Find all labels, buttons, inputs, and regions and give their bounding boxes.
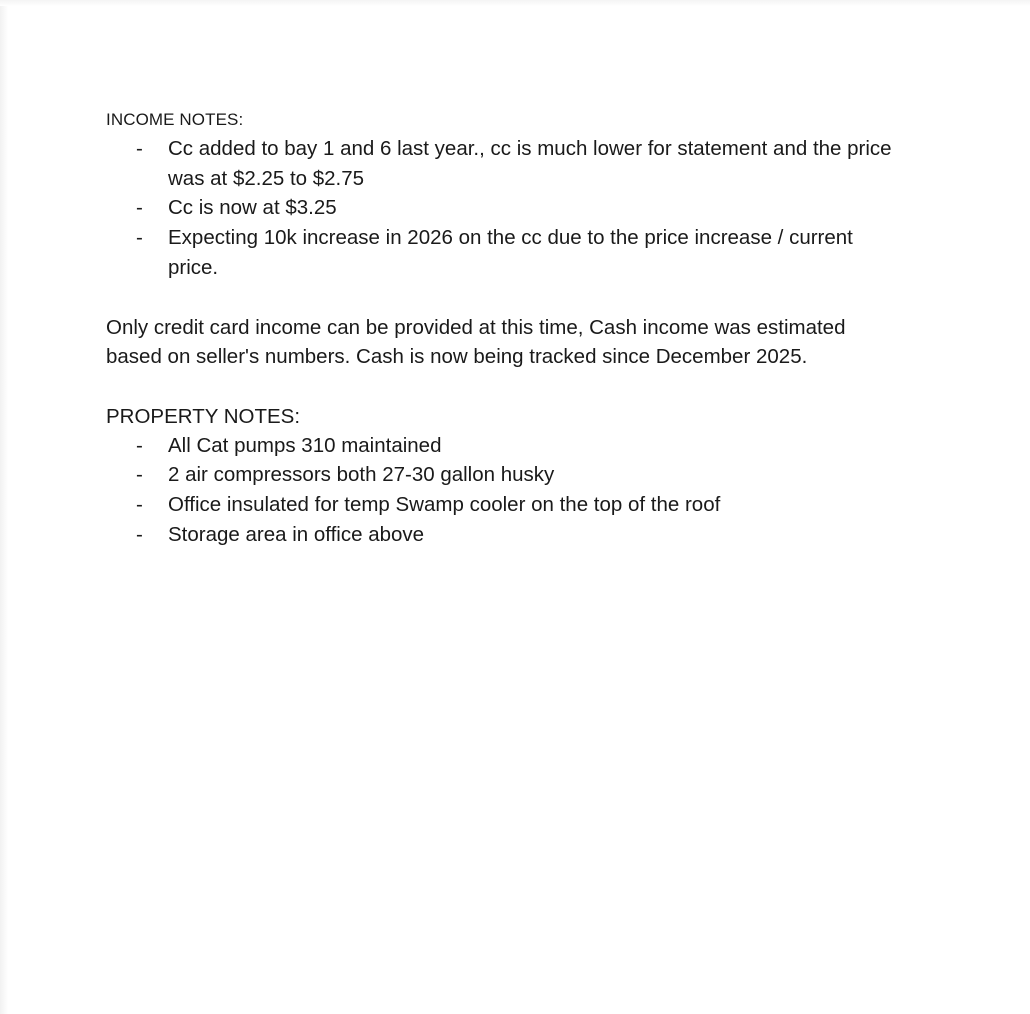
list-item	[106, 134, 906, 193]
dash-bullet: -	[136, 492, 143, 516]
dash-bullet: -	[136, 137, 143, 160]
dash-bullet: -	[136, 522, 143, 546]
income-paragraph: Only credit card income can be provided at this time, Cash income was estimated based on seller's numbers. Cash is now being tracked since December 2025.	[106, 315, 846, 369]
page-edge	[0, 0, 8, 1014]
property-notes-list	[106, 431, 906, 550]
list-item	[106, 223, 906, 282]
list-item	[106, 431, 906, 461]
list-item-text: Office insulated for temp Swamp cooler on the top of the roof	[168, 492, 721, 516]
list-item	[106, 520, 906, 550]
list-item-text: Storage area in office above	[168, 522, 425, 546]
list-item	[106, 193, 906, 223]
dash-bullet: -	[136, 196, 143, 220]
page-top-edge	[0, 0, 1030, 6]
list-item-text: Cc added to bay 1 and 6 last year., cc is much lower for statement and the price was at $2.25 to $2.75	[168, 137, 892, 190]
property-notes-heading: PROPERTY NOTES:	[106, 404, 301, 428]
list-item	[106, 490, 906, 520]
list-item-text: Cc is now at $3.25	[168, 196, 337, 220]
dash-bullet: -	[136, 433, 143, 457]
list-item-text: 2 air compressors both 27-30 gallon husky	[168, 463, 555, 487]
list-item-text: All Cat pumps 310 maintained	[168, 433, 442, 457]
dash-bullet: -	[136, 226, 143, 250]
income-notes-list	[106, 134, 906, 283]
list-item	[106, 460, 906, 490]
income-notes-heading: INCOME NOTES:	[106, 110, 244, 129]
list-item-text: Expecting 10k increase in 2026 on the cc due to the price increase / current price.	[168, 226, 853, 279]
document-body	[106, 108, 906, 549]
dash-bullet: -	[136, 463, 143, 487]
